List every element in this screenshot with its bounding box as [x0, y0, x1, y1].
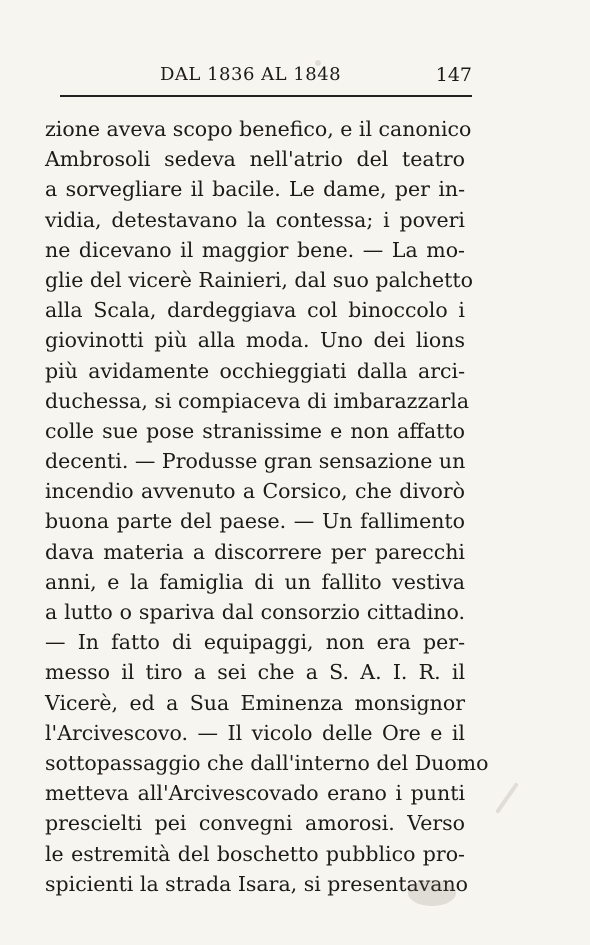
- text-line: duchessa, si compiaceva di imbarazzarla: [45, 388, 470, 413]
- text-line: buona parte del paese. — Un fallimento: [45, 509, 465, 534]
- text-line: zione aveva scopo benefico, e il canonico: [45, 117, 472, 141]
- text-line: le estremità del boschetto pubblico pro-: [45, 841, 465, 866]
- text-line: colle sue pose stranissime e non affatto: [45, 418, 465, 443]
- text-line: vidia, detestavano la contessa; i poveri: [45, 207, 465, 232]
- text-line: — In fatto di equipaggi, non era per-: [45, 630, 465, 655]
- paper-speck: [315, 60, 321, 66]
- text-line: glie del vicerè Rainieri, dal suo palchetto: [45, 267, 473, 292]
- text-line: alla Scala, dardeggiava col binoccolo i: [45, 298, 465, 323]
- text-line: più avidamente occhieggiati dalla arci-: [45, 358, 465, 383]
- text-line: incendio avvenuto a Corsico, che divorò: [45, 479, 465, 504]
- text-line: anni, e la famiglia di un fallito vestiva: [45, 569, 465, 594]
- text-line: dava materia a discorrere per parecchi: [45, 539, 465, 564]
- text-line: sottopassaggio che dall'interno del Duomo: [45, 750, 489, 775]
- text-line: spicienti la strada Isara, si presentavano: [45, 871, 469, 896]
- paper-speck: [495, 782, 519, 814]
- header-rule: [60, 95, 472, 97]
- text-line: giovinotti più alla moda. Uno dei lions: [45, 328, 465, 353]
- text-line: a lutto o spariva dal consorzio cittadino.: [45, 600, 465, 624]
- text-line: decenti. — Produsse gran sensazione un: [45, 449, 466, 474]
- text-line: Vicerè, ed a Sua Eminenza monsignor: [45, 690, 465, 715]
- text-line: metteva all'Arcivescovado erano i punti: [45, 781, 465, 806]
- text-line: prescielti pei convegni amorosi. Verso: [45, 811, 465, 836]
- paper-speck: [408, 880, 456, 906]
- body-text: [45, 114, 489, 899]
- text-line: Ambrosoli sedeva nell'atrio del teatro: [45, 147, 465, 172]
- running-head: DAL 1836 AL 1848: [160, 64, 342, 85]
- page-number: 147: [435, 64, 472, 86]
- text-line: messo il tiro a sei che a S. A. I. R. il: [45, 660, 465, 685]
- text-line: l'Arcivescovo. — Il vicolo delle Ore e il: [45, 720, 465, 745]
- page-header: [60, 60, 470, 90]
- text-line: a sorvegliare il bacile. Le dame, per in-: [45, 177, 465, 202]
- text-line: ne dicevano il maggior bene. — La mo-: [45, 237, 465, 262]
